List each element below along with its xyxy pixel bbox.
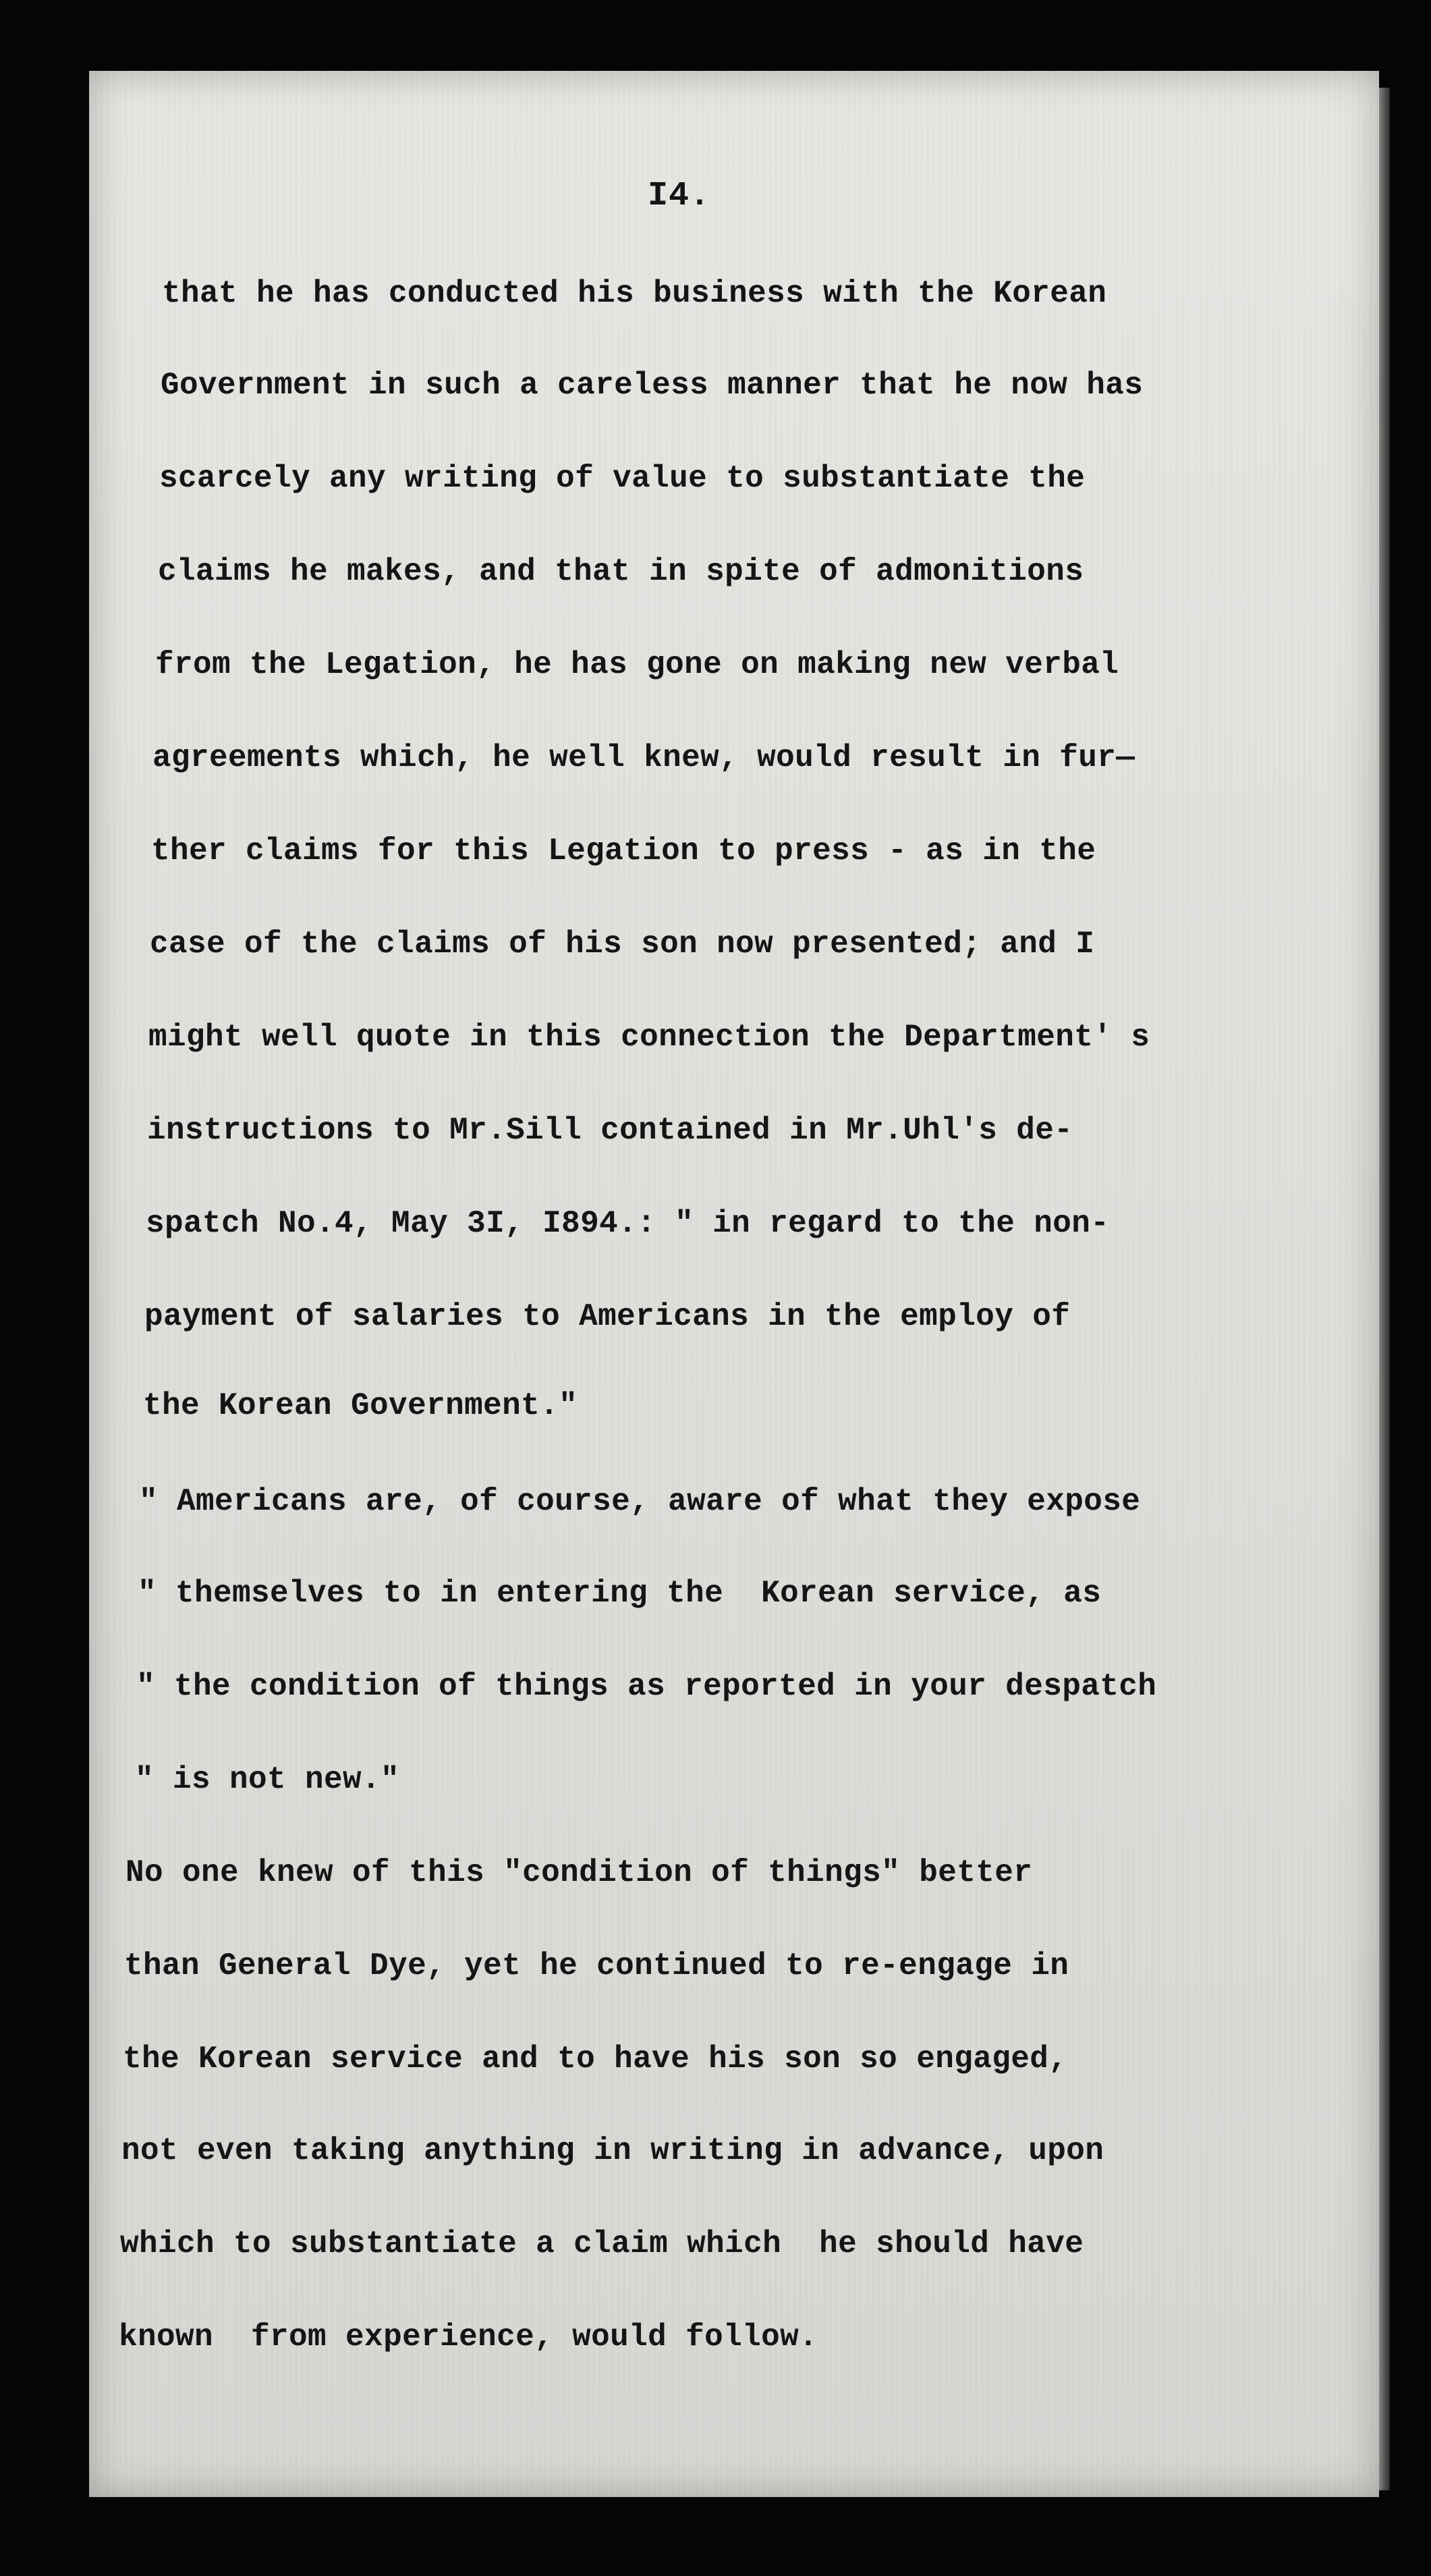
text-line: " themselves to in entering the Korean service, as xyxy=(138,1576,1102,1611)
text-line: spatch No.4, May 3I, I894.: " in regard to the non- xyxy=(146,1206,1110,1241)
text-line: known from experience, would follow. xyxy=(119,2320,818,2355)
text-line: which to substantiate a claim which he should have xyxy=(120,2226,1084,2262)
text-line: that he has conducted his business with the Korean xyxy=(162,276,1107,311)
text-line: " the condition of things as reported in your despatch xyxy=(136,1669,1157,1704)
text-line: scarcely any writing of value to substantiate the xyxy=(159,461,1086,496)
page-number: I4. xyxy=(648,177,711,215)
text-line: agreements which, he well knew, would result in fur— xyxy=(152,740,1135,775)
text-line: might well quote in this connection the Department' s xyxy=(148,1020,1150,1055)
text-line: ther claims for this Legation to press - as in the xyxy=(151,833,1096,869)
text-line: from the Legation, he has gone on making new verbal xyxy=(155,647,1119,682)
text-line: instructions to Mr.Sill contained in Mr.Uhl's de- xyxy=(147,1113,1073,1148)
text-line: No one knew of this "condition of things" better xyxy=(125,1855,1033,1890)
text-line: " Americans are, of course, aware of what they expose xyxy=(139,1484,1141,1519)
text-line: than General Dye, yet he continued to re-engage in xyxy=(124,1948,1069,1983)
text-line: the Korean service and to have his son so engaged, xyxy=(123,2041,1068,2077)
text-line: the Korean Government." xyxy=(143,1388,578,1423)
text-line: not even taking anything in writing in advance, upon xyxy=(121,2133,1104,2168)
text-line: payment of salaries to Americans in the employ of xyxy=(144,1299,1071,1334)
text-line: case of the claims of his son now presented; and I xyxy=(150,927,1095,962)
text-line: Government in such a careless manner that he now has xyxy=(161,368,1144,403)
text-line: claims he makes, and that in spite of admonitions xyxy=(158,554,1084,589)
text-line: " is not new." xyxy=(135,1762,400,1797)
